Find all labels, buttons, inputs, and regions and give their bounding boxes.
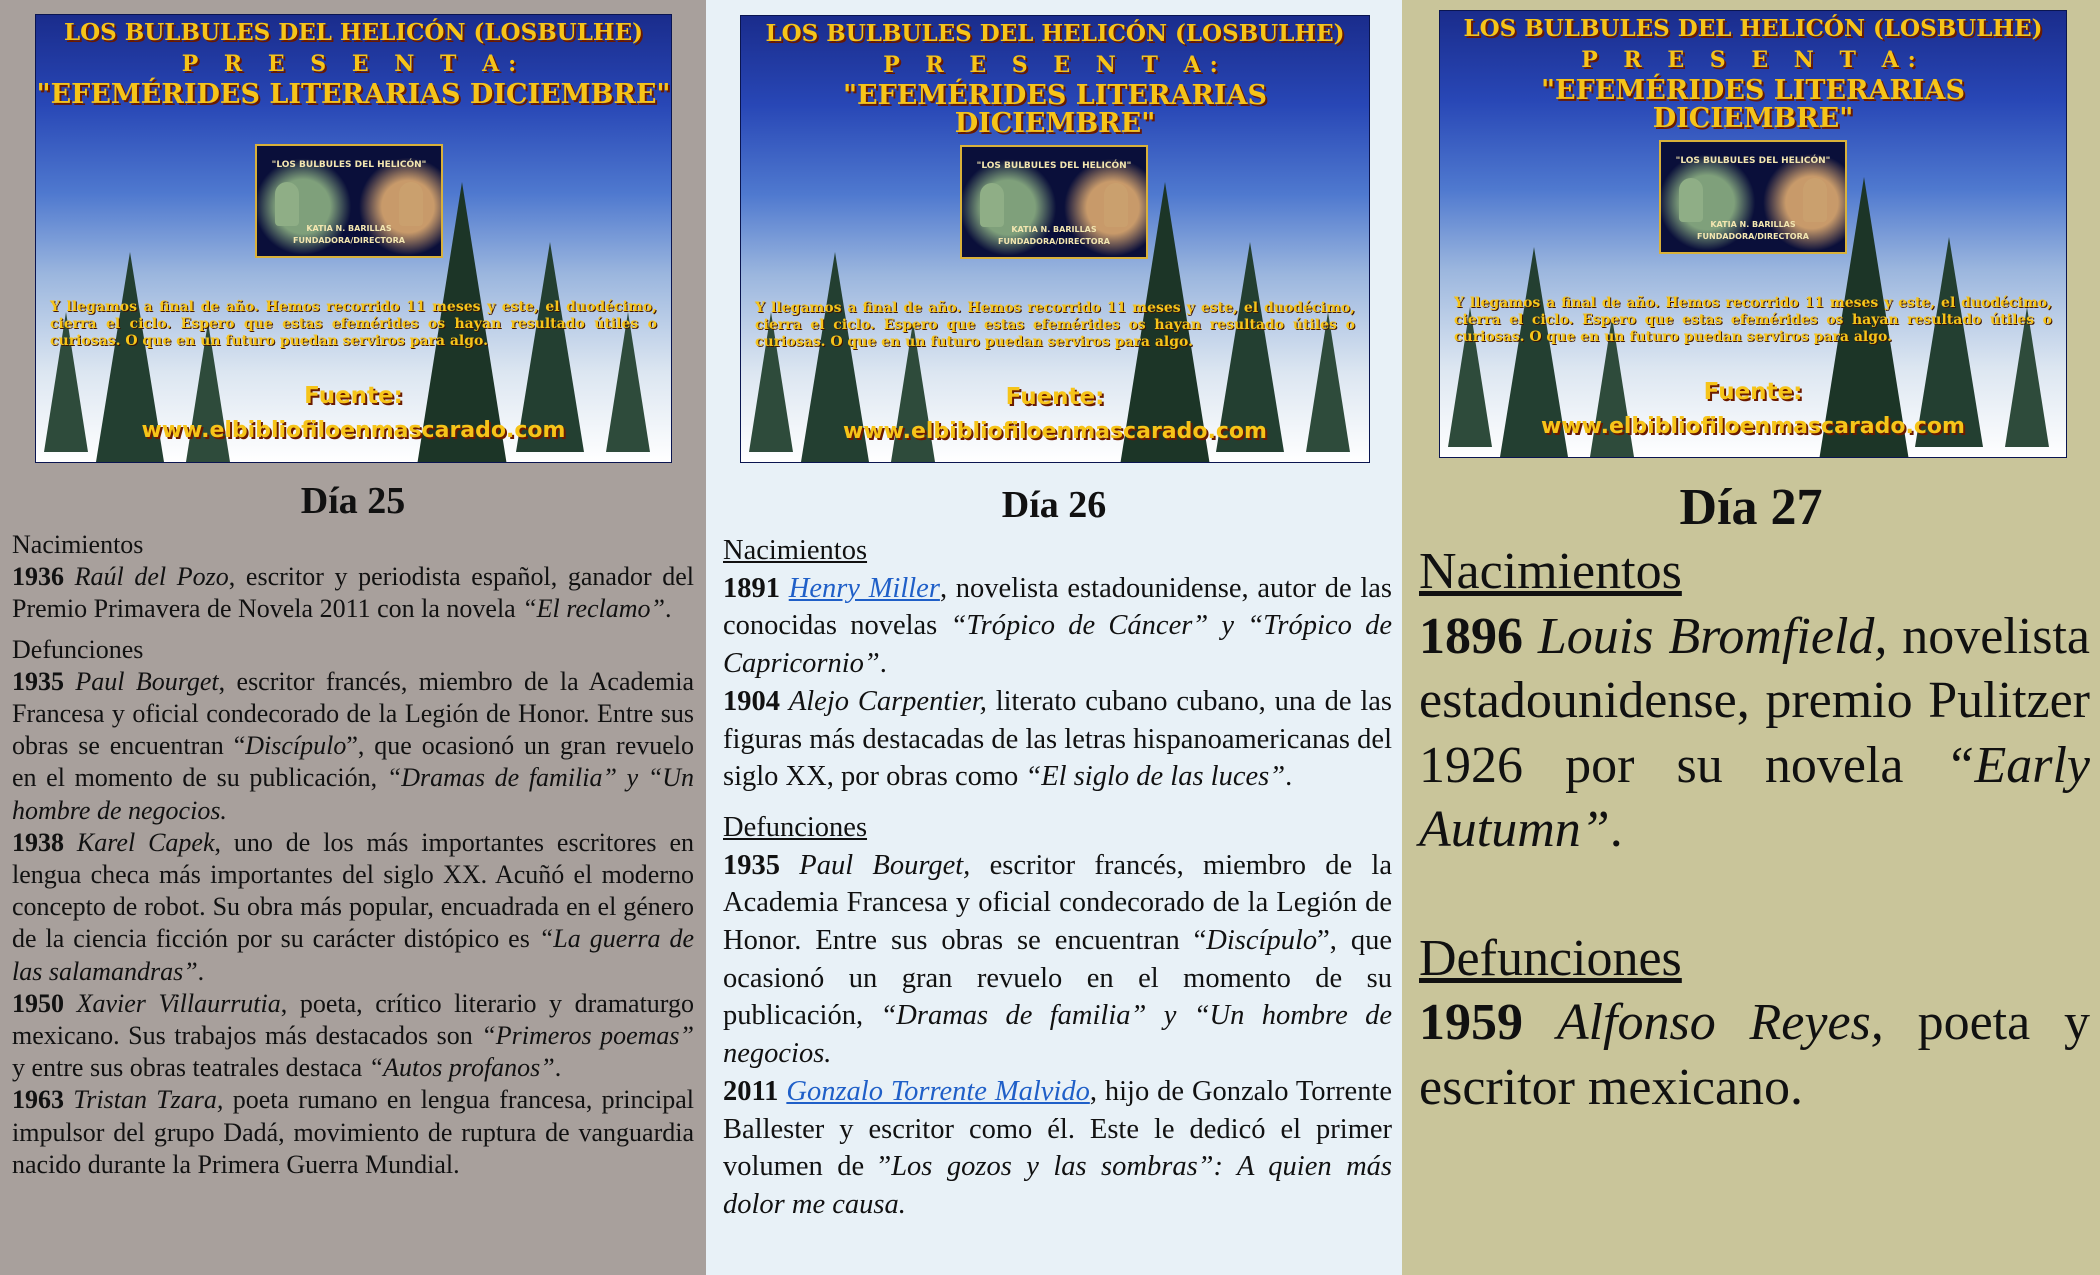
death-entry: 1950 Xavier Villaurrutia, poeta, crítico literario y dramaturgo mexicano. Sus trabajos más destacados son “Primeros poemas” y entre sus obras teatrales destaca “Autos profanos”. (12, 988, 694, 1083)
event-poster (740, 15, 1370, 463)
poster-source-url: www.elbibliofiloenmascarado.com (1541, 414, 1965, 439)
poster-presenta: P R E S E N T A: (883, 52, 1227, 78)
death-entry: 1935 Paul Bourget, escritor francés, miembro de la Academia Francesa y oficial condecorado de la Legión de Honor. Entre sus obras se encuentran “Discípulo”, que ocasionó un gran revuelo en el momento de su publicación, “Dramas de familia” y “Un hombre de negocios. (723, 849, 1393, 1070)
poster-source-url: www.elbibliofiloenmascarado.com (843, 419, 1267, 444)
day-content (1419, 540, 2090, 1120)
deaths-heading: Defunciones (12, 634, 144, 664)
day-content (12, 529, 694, 1181)
poster-source-label: Fuente: (1005, 384, 1105, 410)
death-entry: 1938 Karel Capek, uno de los más importantes escritores en lengua checa más importantes del siglo XX. Acuñó el moderno concepto de robot. Su obra más popular, encuadrada en el género de la ciencia ficción por su carácter distópico es “La guerra de las salamandras”. (12, 827, 694, 986)
death-entry: 2011 Gonzalo Torrente Malvido, hijo de Gonzalo Torrente Ballester y escritor como él. Este le dedicó el primer volumen de ”Los gozos y las sombras”: A quien más dolor me causa. (723, 1075, 1393, 1220)
poster-heading: "EFEMÉRIDES LITERARIAS DICIEMBRE" (36, 79, 671, 110)
birth-entry: 1904 Alejo Carpentier, literato cubano cubano, una de las figuras más destacadas de las letras hispanoamericanas del siglo XX, por obras como “El siglo de las luces”. (723, 685, 1393, 793)
poster-message: Y llegamos a final de año. Hemos recorrido 11 meses y este, el duodécimo, cierra el ciclo. Espero que estas efemérides os hayan resultado útiles o curiosas. O que en un futuro puedan serviros para algo. (755, 300, 1355, 351)
author-link-gonzalo-torrente-malvido[interactable]: Gonzalo Torrente Malvido (786, 1075, 1090, 1107)
day-title: Día 25 (300, 480, 406, 522)
death-entry: 1935 Paul Bourget, escritor francés, miembro de la Academia Francesa y oficial condecorado de la Legión de Honor. Entre sus obras se encuentran “Discípulo”, que ocasionó un gran revuelo en el momento de su publicación, “Dramas de familia” y “Un hombre de negocios. (12, 666, 695, 825)
day-title: Día 27 (1679, 479, 1823, 536)
day-title: Día 26 (1001, 484, 1107, 526)
poster-presenta: P R E S E N T A: (181, 51, 526, 77)
death-entry: 1959 Alfonso Reyes, poeta y escritor mexicano. (1419, 994, 2090, 1116)
poster-message: Y llegamos a final de año. Hemos recorrido 11 meses y este, el duodécimo, cierra el ciclo. Espero que estas efemérides os hayan resultado útiles o curiosas. O que en un futuro puedan serviros para algo. (50, 299, 657, 350)
deaths-heading: Defunciones (723, 811, 868, 843)
day-content (723, 532, 1392, 1224)
day-25-panel (0, 0, 706, 1275)
births-heading: Nacimientos (723, 535, 868, 566)
group-logo: "LOS BULBULES DEL HELICÓN" KATIA N. BARILLAS FUNDADORA/DIRECTORA (960, 145, 1148, 259)
poster-message: Y llegamos a final de año. Hemos recorrido 11 meses y este, el duodécimo, cierra el ciclo. Espero que estas efemérides os hayan resultado útiles o curiosas. O que en un futuro puedan serviros para algo. (1454, 295, 2052, 346)
deaths-heading: Defunciones (1419, 929, 1682, 987)
event-poster (1439, 10, 2067, 458)
poster-title: LOS BULBULES DEL HELICÓN (LOSBULHE) (63, 19, 644, 46)
poster-presenta: P R E S E N T A: (1581, 47, 1925, 73)
poster-source-label: Fuente: (304, 383, 403, 409)
poster-source-label: Fuente: (1703, 379, 1803, 405)
births-heading: Nacimientos (1419, 543, 1682, 600)
poster-source-url: www.elbibliofiloenmascarado.com (141, 418, 566, 443)
poster-heading: "EFEMÉRIDES LITERARIAS DICIEMBRE" (1540, 75, 1965, 135)
death-entry: 1963 Tristan Tzara, poeta rumano en lengua francesa, principal impulsor del grupo Dadá, movimiento de ruptura de vanguardia nacido durante la Primera Guerra Mundial. (12, 1085, 695, 1179)
group-logo: "LOS BULBULES DEL HELICÓN" KATIA N. BARILLAS FUNDADORA/DIRECTORA (1659, 140, 1847, 254)
birth-entry: 1896 Louis Bromfield, novelista estadounidense, premio Pulitzer 1926 por su novela “Early Autumn”. (1419, 607, 2090, 858)
event-poster (35, 14, 672, 463)
poster-title: LOS BULBULES DEL HELICÓN (LOSBULHE) (765, 20, 1345, 47)
poster-heading: "EFEMÉRIDES LITERARIAS DICIEMBRE" (842, 80, 1267, 140)
births-heading: Nacimientos (12, 530, 144, 559)
birth-entry: 1891 Henry Miller, novelista estadounidense, autor de las conocidas novelas “Trópico de Cáncer” y “Trópico de Capricornio”. (723, 572, 1392, 680)
group-logo: "LOS BULBULES DEL HELICÓN" KATIA N. BARILLAS FUNDADORA/DIRECTORA (255, 144, 443, 258)
poster-title: LOS BULBULES DEL HELICÓN (LOSBULHE) (1463, 15, 2043, 42)
day-26-panel (706, 0, 1402, 1275)
day-27-panel (1402, 0, 2100, 1275)
birth-entry: 1936 Raúl del Pozo, escritor y periodista español, ganador del Premio Primavera de Novela 2011 con la novela “El reclamo”. (12, 562, 694, 624)
author-link-henry-miller[interactable]: Henry Miller (788, 572, 940, 604)
